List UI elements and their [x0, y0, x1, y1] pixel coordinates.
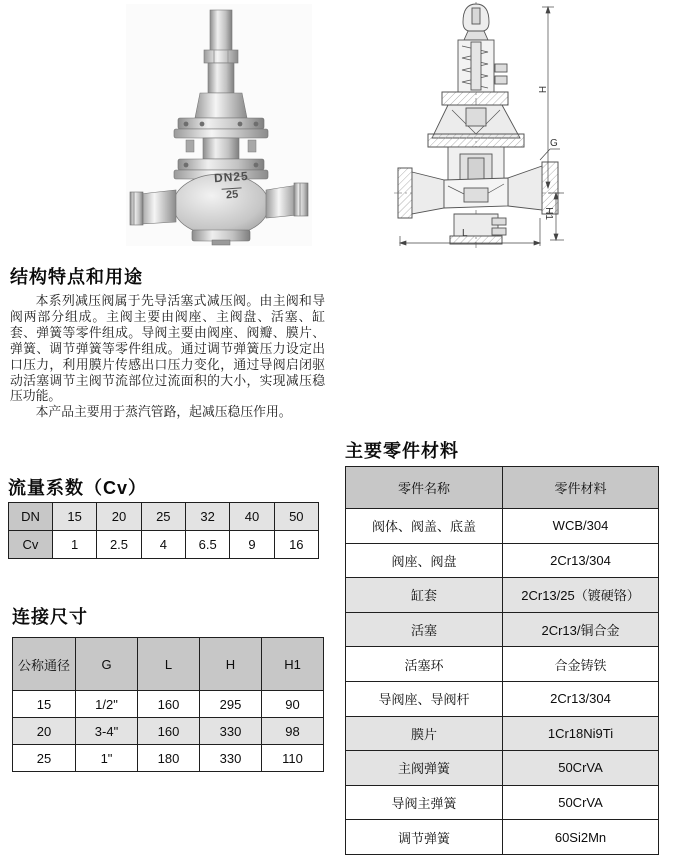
- table-row: [346, 509, 659, 544]
- table-row: [9, 503, 319, 531]
- table-cell: 330: [200, 745, 262, 772]
- table-cell: 32: [185, 503, 229, 531]
- table-row: [346, 612, 659, 647]
- table-cell: 330: [200, 718, 262, 745]
- table-cell: 20: [97, 503, 141, 531]
- flow-coefficient-table: [8, 502, 319, 559]
- table-cell: 50CrVA: [503, 785, 659, 820]
- table-cell: 98: [262, 718, 324, 745]
- table-header-cell: H1: [262, 638, 324, 691]
- table-cell: 2.5: [97, 531, 141, 559]
- materials-section-title: 主要零件材料: [345, 441, 459, 461]
- table-cell: 导阀主弹簧: [346, 785, 503, 820]
- table-cell: 膜片: [346, 716, 503, 751]
- table-cell: 缸套: [346, 578, 503, 613]
- table-header-cell: 零件材料: [503, 467, 659, 509]
- features-paragraph-1: 本系列减压阀属于先导活塞式减压阀。由主阀和导阀两部分组成。主阀主要由阀座、主阀盘、活塞、缸套、弹簧等零件组成。导阀主要由阀座、阀瓣、膜片、弹簧、调节弹簧等零件组成。通过调节弹簧压力设定出口压力，利用膜片传感出口压力变化，通过导阀启闭驱动活塞调节主阀节流部位过流面积的大小，实现减压稳压功能。: [10, 293, 325, 404]
- table-cell: 3-4": [76, 718, 138, 745]
- features-paragraphs: [10, 293, 325, 420]
- table-cell: 50: [274, 503, 318, 531]
- table-cell: 2Cr13/铜合金: [503, 612, 659, 647]
- valve-photo: [126, 4, 312, 246]
- table-cell: 导阀座、导阀杆: [346, 681, 503, 716]
- table-cell: 6.5: [185, 531, 229, 559]
- table-header-cell: L: [138, 638, 200, 691]
- table-cell: 60Si2Mn: [503, 820, 659, 855]
- features-section-title: 结构特点和用途: [10, 267, 143, 287]
- table-cell: 90: [262, 691, 324, 718]
- table-row: [346, 820, 659, 855]
- table-cell: 160: [138, 691, 200, 718]
- table-cell: 1/2": [76, 691, 138, 718]
- valve-body-marking-size: 25: [222, 187, 243, 201]
- table-row: [346, 543, 659, 578]
- flow-section-title: 流量系数（Cv）: [8, 478, 148, 498]
- table-cell: 15: [13, 691, 76, 718]
- table-cell: 阀座、阀盘: [346, 543, 503, 578]
- table-header-cell: 零件名称: [346, 467, 503, 509]
- table-cell: 50CrVA: [503, 751, 659, 786]
- table-cell: 110: [262, 745, 324, 772]
- table-row: [13, 691, 324, 718]
- table-cell: 20: [13, 718, 76, 745]
- table-header-cell: G: [76, 638, 138, 691]
- table-cell: DN: [9, 503, 53, 531]
- table-row: [346, 647, 659, 682]
- table-cell: 180: [138, 745, 200, 772]
- table-row: [346, 681, 659, 716]
- table-cell: 活塞: [346, 612, 503, 647]
- table-cell: 160: [138, 718, 200, 745]
- table-cell: 阀体、阀盖、底盖: [346, 509, 503, 544]
- table-row: [13, 718, 324, 745]
- table-cell: 2Cr13/25（镀硬铬）: [503, 578, 659, 613]
- valve-photo-image: [126, 4, 312, 246]
- table-cell: Cv: [9, 531, 53, 559]
- table-row: [346, 578, 659, 613]
- table-cell: 25: [141, 503, 185, 531]
- valve-body-marking: DN25: [213, 168, 250, 186]
- diagram-dim-label-l: L: [462, 228, 468, 239]
- table-cell: 16: [274, 531, 318, 559]
- dimensions-section-title: 连接尺寸: [12, 607, 88, 627]
- table-row: [346, 751, 659, 786]
- table-cell: 40: [230, 503, 274, 531]
- table-cell: 主阀弹簧: [346, 751, 503, 786]
- diagram-dim-label-g: G: [550, 138, 558, 149]
- table-cell: 1: [53, 531, 97, 559]
- table-header-row: [13, 638, 324, 691]
- table-cell: 合金铸铁: [503, 647, 659, 682]
- table-cell: 1": [76, 745, 138, 772]
- valve-cross-section-diagram: [392, 0, 578, 250]
- table-cell: 活塞环: [346, 647, 503, 682]
- table-header-cell: 公称通径: [13, 638, 76, 691]
- table-cell: 2Cr13/304: [503, 681, 659, 716]
- materials-table: [345, 466, 659, 855]
- table-cell: 1Cr18Ni9Ti: [503, 716, 659, 751]
- table-cell: 25: [13, 745, 76, 772]
- table-row: [346, 785, 659, 820]
- table-header-cell: H: [200, 638, 262, 691]
- table-header-row: [346, 467, 659, 509]
- table-cell: 4: [141, 531, 185, 559]
- table-row: [9, 531, 319, 559]
- table-row: [13, 745, 324, 772]
- features-paragraph-2: 本产品主要用于蒸汽管路，起减压稳压作用。: [35, 404, 292, 420]
- table-cell: 调节弹簧: [346, 820, 503, 855]
- table-cell: 15: [53, 503, 97, 531]
- connection-dimensions-table: [12, 637, 324, 772]
- diagram-dim-label-h: H: [536, 85, 548, 94]
- table-cell: 2Cr13/304: [503, 543, 659, 578]
- table-row: [346, 716, 659, 751]
- diagram-dim-label-h1: H1: [542, 207, 554, 220]
- table-cell: 295: [200, 691, 262, 718]
- table-cell: 9: [230, 531, 274, 559]
- table-cell: WCB/304: [503, 509, 659, 544]
